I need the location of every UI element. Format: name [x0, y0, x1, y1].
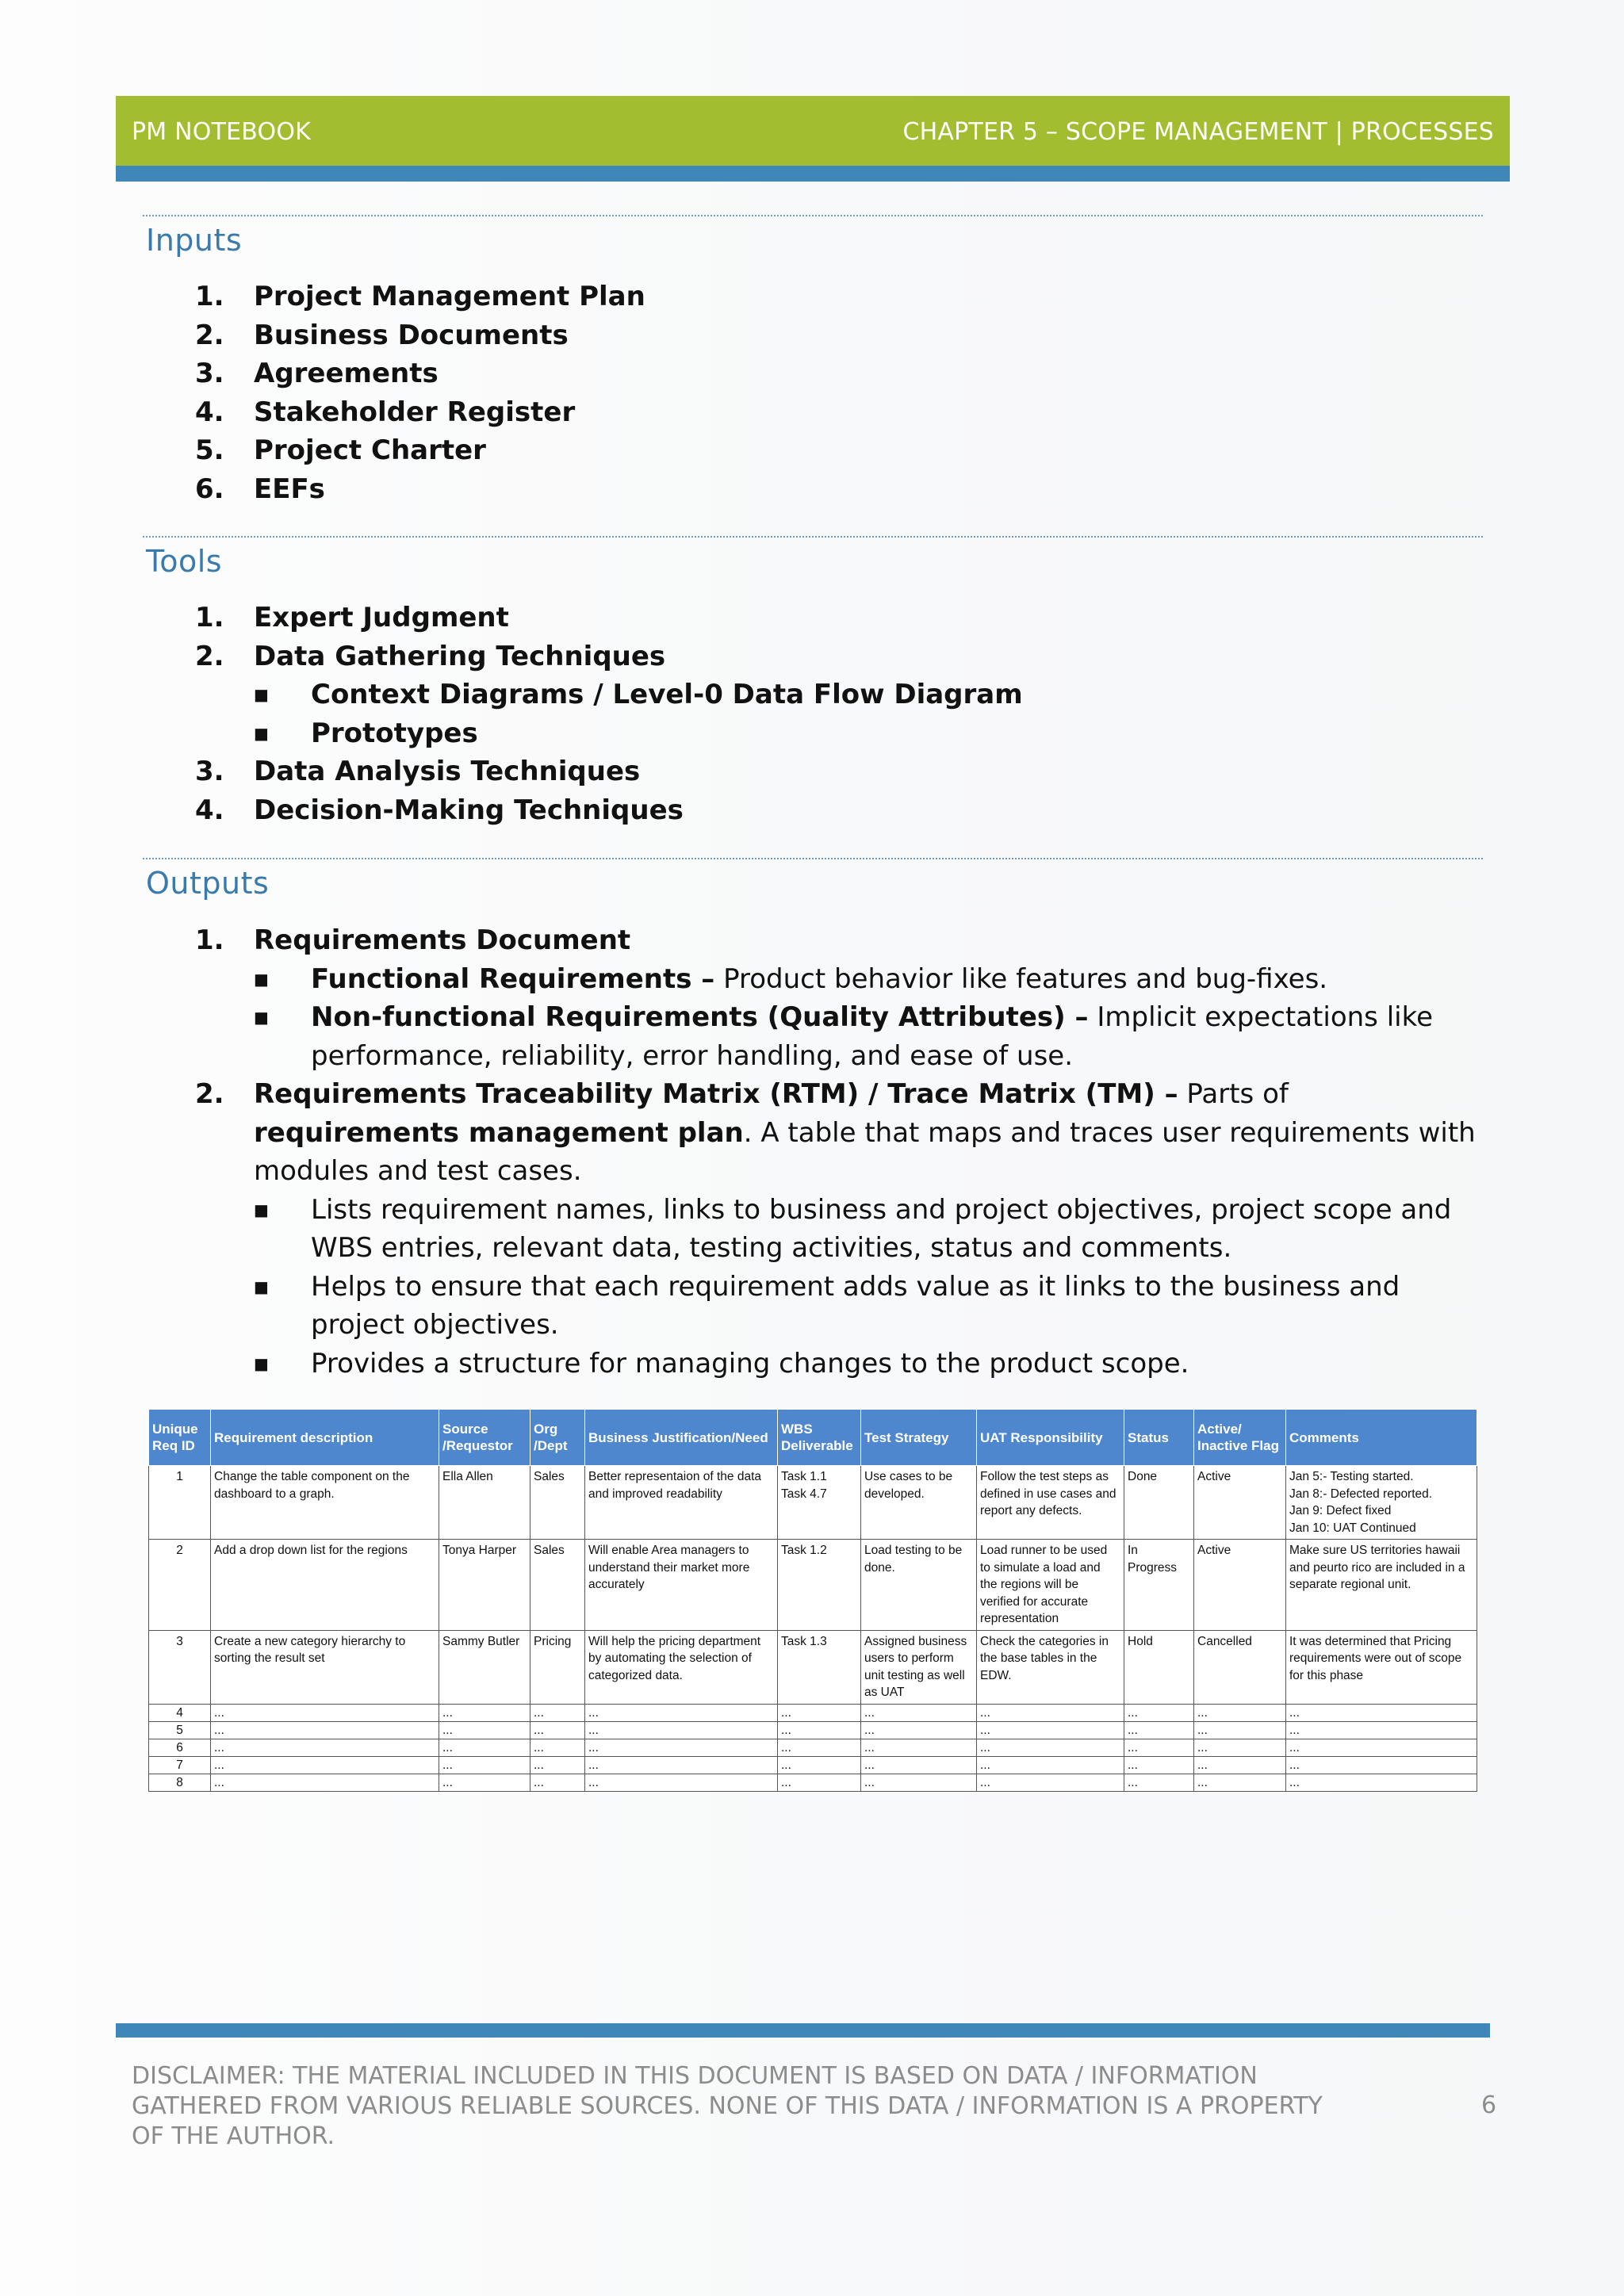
table-cell: ...: [211, 1704, 439, 1721]
table-cell: Task 1.2: [778, 1540, 861, 1631]
table-cell: ...: [439, 1704, 530, 1721]
table-cell: Active: [1194, 1466, 1286, 1540]
table-cell: ...: [861, 1721, 977, 1739]
bullet-icon: ■: [254, 969, 269, 989]
table-cell: ...: [530, 1774, 585, 1791]
table-cell: Pricing: [530, 1630, 585, 1704]
table-cell: ...: [977, 1739, 1124, 1756]
table-cell: ...: [585, 1704, 778, 1721]
table-cell: Use cases to be developed.: [861, 1466, 977, 1540]
bullet-icon: ■: [254, 685, 269, 704]
table-row: [149, 1540, 1477, 1631]
inputs-list: [195, 277, 1480, 508]
table-cell: ...: [1286, 1756, 1477, 1774]
list-item: 2. Business Documents: [195, 319, 569, 351]
table-cell: 6: [149, 1739, 211, 1756]
sub-list-item: ■ Functional Requirements – Product behavior like features and bug-fixes.: [254, 960, 1480, 999]
table-cell: ...: [1286, 1704, 1477, 1721]
column-header: WBS Deliverable: [778, 1410, 861, 1466]
sub-list-item: ■ Lists requirement names, links to business and project objectives, project scope and WBS entries, relevant data, testing activities, status and comments.: [254, 1191, 1480, 1268]
table-cell: Ella Allen: [439, 1466, 530, 1540]
list-item: 4. Decision-Making Techniques: [195, 794, 684, 826]
table-cell: ...: [211, 1721, 439, 1739]
table-cell: Assigned business users to perform unit testing as well as UAT: [861, 1630, 977, 1704]
table-cell: ...: [977, 1721, 1124, 1739]
column-header: Source /Requestor: [439, 1410, 530, 1466]
section-divider: [143, 536, 1483, 538]
header-band: [116, 96, 1510, 166]
table-cell: ...: [439, 1774, 530, 1791]
table-cell: ...: [439, 1721, 530, 1739]
header-title: PM NOTEBOOK: [132, 118, 311, 146]
table-cell: Done: [1124, 1466, 1194, 1540]
table-cell: 5: [149, 1721, 211, 1739]
table-cell: ...: [861, 1739, 977, 1756]
table-cell: Task 1.3: [778, 1630, 861, 1704]
list-item: 1. Project Management Plan: [195, 281, 645, 312]
table-cell: Cancelled: [1194, 1630, 1286, 1704]
table-row: [149, 1721, 1477, 1739]
list-item: 6. EEFs: [195, 473, 325, 505]
table-cell: ...: [1194, 1756, 1286, 1774]
table-cell: Check the categories in the base tables in the EDW.: [977, 1630, 1124, 1704]
table-cell: Load testing to be done.: [861, 1540, 977, 1631]
table-cell: 8: [149, 1774, 211, 1791]
table-cell: ...: [778, 1756, 861, 1774]
table-cell: ...: [1194, 1774, 1286, 1791]
table-cell: ...: [977, 1704, 1124, 1721]
table-row: [149, 1774, 1477, 1791]
column-header: Comments: [1286, 1410, 1477, 1466]
table-cell: Active: [1194, 1540, 1286, 1631]
table-cell: ...: [211, 1774, 439, 1791]
table-cell: Task 1.1 Task 4.7: [778, 1466, 861, 1540]
column-header: Active/ Inactive Flag: [1194, 1410, 1286, 1466]
column-header: Test Strategy: [861, 1410, 977, 1466]
list-item: 3. Data Analysis Techniques: [195, 756, 641, 787]
bullet-icon: ■: [254, 1276, 269, 1296]
table-cell: ...: [1286, 1774, 1477, 1791]
table-cell: Create a new category hierarchy to sorting the result set: [211, 1630, 439, 1704]
table-cell: ...: [439, 1756, 530, 1774]
table-cell: Change the table component on the dashboard to a graph.: [211, 1466, 439, 1540]
section-title-tools: Tools: [146, 544, 223, 579]
table-cell: Sales: [530, 1540, 585, 1631]
table-cell: 2: [149, 1540, 211, 1631]
table-cell: Jan 5:- Testing started. Jan 8:- Defected reported. Jan 9: Defect fixed Jan 10: UAT Continued: [1286, 1466, 1477, 1540]
table-cell: ...: [861, 1756, 977, 1774]
table-cell: Follow the test steps as defined in use cases and report any defects.: [977, 1466, 1124, 1540]
outputs-list: [195, 921, 1480, 1383]
rtm-table: [148, 1409, 1477, 1792]
column-header: UAT Responsibility: [977, 1410, 1124, 1466]
table-cell: ...: [1124, 1739, 1194, 1756]
table-cell: Will help the pricing department by automating the selection of categorized data.: [585, 1630, 778, 1704]
bullet-icon: ■: [254, 1008, 269, 1027]
list-item: 2. Data Gathering Techniques ■ Context Diagrams / Level-0 Data Flow Diagram ■ Prototypes: [195, 637, 1480, 753]
header-chapter: CHAPTER 5 – SCOPE MANAGEMENT | PROCESSES: [902, 118, 1494, 146]
table-cell: Sammy Butler: [439, 1630, 530, 1704]
table-cell: ...: [1194, 1704, 1286, 1721]
table-cell: ...: [585, 1774, 778, 1791]
bullet-icon: ■: [254, 1353, 269, 1373]
list-item: 1. Expert Judgment: [195, 602, 509, 633]
column-header: Status: [1124, 1410, 1194, 1466]
column-header: Unique Req ID: [149, 1410, 211, 1466]
table-cell: ...: [1286, 1721, 1477, 1739]
table-cell: ...: [1124, 1756, 1194, 1774]
table-cell: Load runner to be used to simulate a load and the regions will be verified for accurate representation: [977, 1540, 1124, 1631]
table-cell: ...: [530, 1704, 585, 1721]
bullet-icon: ■: [254, 1200, 269, 1219]
sub-list-item: ■ Context Diagrams / Level-0 Data Flow Diagram: [254, 675, 1480, 714]
rtm-table-container: [148, 1409, 1477, 1792]
table-cell: Tonya Harper: [439, 1540, 530, 1631]
section-title-inputs: Inputs: [146, 223, 243, 258]
table-cell: ...: [1124, 1721, 1194, 1739]
table-cell: ...: [977, 1774, 1124, 1791]
table-row: [149, 1630, 1477, 1704]
table-cell: ...: [530, 1739, 585, 1756]
table-cell: ...: [439, 1739, 530, 1756]
table-header-row: [149, 1410, 1477, 1466]
table-cell: ...: [530, 1721, 585, 1739]
header-stripe: [116, 166, 1510, 182]
tools-list: [195, 599, 1480, 829]
table-cell: ...: [1194, 1739, 1286, 1756]
table-cell: 7: [149, 1756, 211, 1774]
table-cell: In Progress: [1124, 1540, 1194, 1631]
sub-list-item: ■ Provides a structure for managing changes to the product scope.: [254, 1345, 1480, 1383]
table-cell: ...: [1286, 1739, 1477, 1756]
list-item: 2. Requirements Traceability Matrix (RTM) / Trace Matrix (TM) – Parts of requirements management plan. A table that maps and traces user requirements with modules and test cases. ■ Lists requirement names, links to business and project objectives, project scope and WBS entries, relevant data, testing activities, status and comments. ■ Helps to ensure that each requirement adds value as it links to the business and project objectives. ■ Provides a structure for managing changes to the product scope.: [195, 1075, 1480, 1383]
disclaimer-text: DISCLAIMER: THE MATERIAL INCLUDED IN THIS DOCUMENT IS BASED ON DATA / INFORMATION GATHERED FROM VARIOUS RELIABLE SOURCES. NONE OF THIS DATA / INFORMATION IS A PROPERTY OF THE AUTHOR.: [132, 2062, 1323, 2150]
table-cell: ...: [585, 1756, 778, 1774]
page-number: 6: [1481, 2091, 1497, 2119]
section-title-outputs: Outputs: [146, 866, 270, 901]
table-cell: Hold: [1124, 1630, 1194, 1704]
table-row: [149, 1466, 1477, 1540]
table-row: [149, 1739, 1477, 1756]
sub-list-item: ■ Non-functional Requirements (Quality Attributes) – Implicit expectations like performance, reliability, error handling, and ease of use.: [254, 998, 1480, 1075]
table-cell: ...: [778, 1721, 861, 1739]
sub-list-item: ■ Helps to ensure that each requirement adds value as it links to the business and project objectives.: [254, 1268, 1480, 1345]
column-header: Business Justification/Need: [585, 1410, 778, 1466]
table-cell: ...: [778, 1704, 861, 1721]
table-row: [149, 1704, 1477, 1721]
section-divider: [143, 215, 1483, 216]
table-cell: Sales: [530, 1466, 585, 1540]
table-cell: ...: [977, 1756, 1124, 1774]
table-cell: It was determined that Pricing requirements were out of scope for this phase: [1286, 1630, 1477, 1704]
table-cell: ...: [1124, 1704, 1194, 1721]
table-cell: 4: [149, 1704, 211, 1721]
table-cell: Will enable Area managers to understand their market more accurately: [585, 1540, 778, 1631]
table-cell: Better representaion of the data and improved readability: [585, 1466, 778, 1540]
column-header: Requirement description: [211, 1410, 439, 1466]
column-header: Org /Dept: [530, 1410, 585, 1466]
section-divider: [143, 858, 1483, 859]
sub-list-item: ■ Prototypes: [254, 714, 1480, 753]
list-item: 4. Stakeholder Register: [195, 396, 576, 428]
table-cell: ...: [861, 1774, 977, 1791]
table-cell: ...: [585, 1721, 778, 1739]
table-cell: Add a drop down list for the regions: [211, 1540, 439, 1631]
table-cell: 1: [149, 1466, 211, 1540]
bullet-icon: ■: [254, 723, 269, 743]
table-row: [149, 1756, 1477, 1774]
table-cell: 3: [149, 1630, 211, 1704]
table-cell: ...: [861, 1704, 977, 1721]
list-item: 3. Agreements: [195, 358, 439, 389]
table-cell: ...: [211, 1739, 439, 1756]
footer-stripe: [116, 2023, 1490, 2038]
list-item: 5. Project Charter: [195, 434, 486, 466]
table-cell: Make sure US territories hawaii and peurto rico are included in a separate regional unit.: [1286, 1540, 1477, 1631]
table-cell: ...: [585, 1739, 778, 1756]
table-cell: ...: [1194, 1721, 1286, 1739]
list-item: 1. Requirements Document ■ Functional Requirements – Product behavior like features and bug-fixes. ■ Non-functional Requirements (Quality Attributes) – Implicit expectations like performance, reliability, error handling, and ease of use.: [195, 921, 1480, 1075]
table-body: [149, 1466, 1477, 1792]
table-cell: ...: [1124, 1774, 1194, 1791]
table-cell: ...: [530, 1756, 585, 1774]
table-cell: ...: [778, 1739, 861, 1756]
table-cell: ...: [211, 1756, 439, 1774]
table-cell: ...: [778, 1774, 861, 1791]
